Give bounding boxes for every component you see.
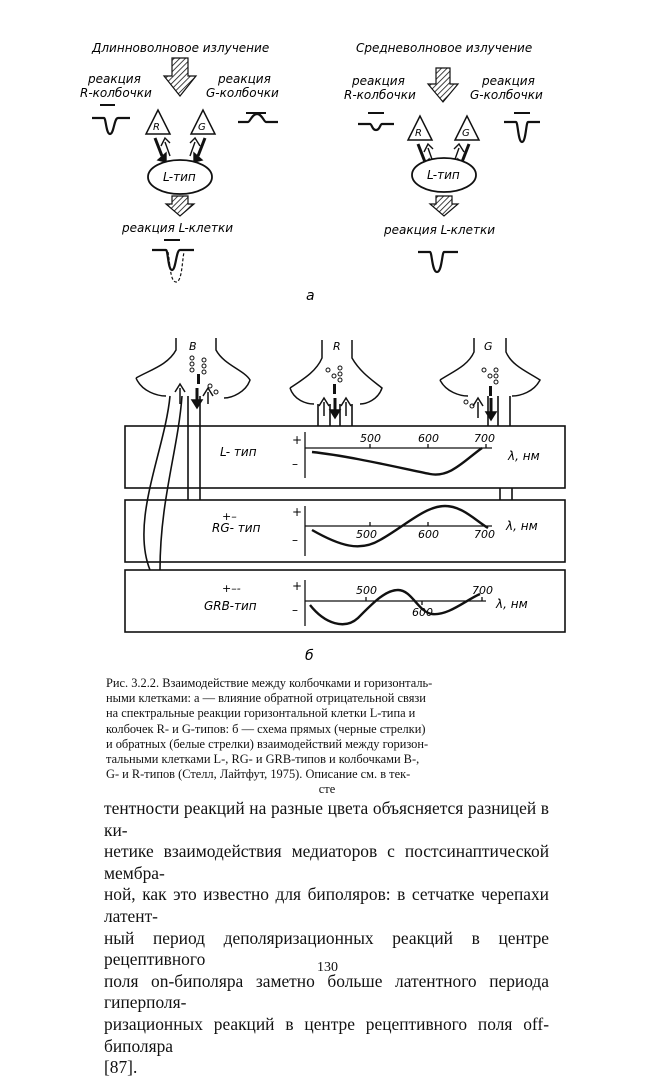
l-cell-response-trace xyxy=(152,250,194,270)
g-cone-label-right: G xyxy=(462,128,470,139)
row-grb-type xyxy=(204,579,528,626)
row-l-tick-700: 700 xyxy=(474,432,495,445)
row-l-type xyxy=(220,432,540,478)
row-rg-axis-label: λ, нм xyxy=(506,519,538,533)
row-l-tick-500: 500 xyxy=(360,432,381,445)
row-l-axis-label: λ, нм xyxy=(508,449,540,463)
reaction-r-label-2: R-колбочки xyxy=(80,86,152,100)
cone-g-label: G xyxy=(484,340,493,353)
row-grb-prefix: +–- xyxy=(222,582,241,595)
row-rg-type-label: RG- тип xyxy=(212,521,261,535)
row-rg-sign-top: + xyxy=(292,505,303,519)
stimulus-arrow-right xyxy=(428,68,458,102)
caption-line: G- и R-типов (Стелл, Лайтфут, 1975). Описание см. в тек- xyxy=(106,767,411,782)
row-l-sign-top: + xyxy=(292,433,303,447)
reaction-r-label-1-right: реакция xyxy=(352,74,405,88)
row-grb-sign-top: + xyxy=(292,579,303,593)
row-l-sign-bottom: – xyxy=(292,457,298,471)
row-l-tick-600: 600 xyxy=(418,432,439,445)
g-cone-response-trace xyxy=(238,114,278,122)
row-rg-prefix: +– xyxy=(222,510,237,523)
panel-a-label: а xyxy=(306,288,315,304)
r-cone-response-trace xyxy=(92,118,130,134)
caption-line: и обратных (белые стрелки) взаимодействий между горизон- xyxy=(106,736,429,751)
panel-b-label: б xyxy=(305,648,314,664)
row-rg-type xyxy=(212,505,538,556)
row-rg-sign-bottom: – xyxy=(292,533,298,547)
g-cone-label: G xyxy=(198,122,206,133)
row-l-curve xyxy=(312,448,482,475)
row-grb-type-label: GRB-тип xyxy=(204,599,257,613)
row-rg-tick-700: 700 xyxy=(474,528,495,541)
panel-a-right xyxy=(344,41,543,272)
output-arrow-left xyxy=(166,196,194,216)
reaction-r-label-2-right: R-колбочки xyxy=(344,88,416,102)
caption-line: ными клетками: а — влияние обратной отрицательной связи xyxy=(106,691,426,706)
dendrite-connections xyxy=(144,396,512,570)
panel-b xyxy=(125,338,565,664)
caption-line: колбочек R- и G-типов: б — схема прямых (черные стрелки) xyxy=(106,721,426,736)
stimulus-arrow-left xyxy=(164,58,196,96)
caption-last-line: сте xyxy=(318,782,336,797)
row-grb-curve xyxy=(310,590,480,624)
reaction-r-label-1: реакция xyxy=(88,72,141,86)
right-title: Средневолновое излучение xyxy=(356,41,533,55)
l-cell-label-right: L-тип xyxy=(427,168,460,182)
r-cone-response-right xyxy=(358,124,394,130)
row-grb-sign-bottom: – xyxy=(292,603,298,617)
row-grb-axis-label: λ, нм xyxy=(496,597,528,611)
row-l-type-label: L- тип xyxy=(220,445,257,459)
l-cell-reaction-label-right: реакция L-клетки xyxy=(384,223,496,237)
body-line: нетике взаимодействия медиаторов с постсинаптической мембра- xyxy=(104,841,549,883)
body-paragraph xyxy=(104,798,549,1079)
row-rg-tick-500: 500 xyxy=(356,528,377,541)
caption-line: Рис. 3.2.2. Взаимодействие между колбочками и горизонталь- xyxy=(106,676,433,690)
l-cell-reaction-label: реакция L-клетки xyxy=(122,221,234,235)
row-rg-tick-600: 600 xyxy=(418,528,439,541)
left-feedback-arrows xyxy=(155,138,205,162)
body-line: ный период деполяризационных реакций в центре рецептивного xyxy=(104,927,549,970)
reaction-g-label-1: реакция xyxy=(218,72,271,86)
caption-line: на спектральные реакции горизонтальной клетки L-типа и xyxy=(106,706,416,721)
page-number: 130 xyxy=(317,960,338,975)
row-grb-tick-600: 600 xyxy=(412,606,433,619)
cone-r-label: R xyxy=(333,340,341,353)
g-cone-response-right xyxy=(504,122,540,142)
caption-line: тальными клетками L-, RG- и GRB-типов и колбочками B-, xyxy=(106,752,420,767)
row-grb-tick-700: 700 xyxy=(472,584,493,597)
reaction-g-label-1-right: реакция xyxy=(482,74,535,88)
cone-b-label: B xyxy=(189,340,197,353)
row-grb-tick-500: 500 xyxy=(356,584,377,597)
body-line: ризационных реакций в центре рецептивного поля off-биполяра xyxy=(104,1013,549,1056)
figure-caption xyxy=(106,676,548,798)
panel-a-left xyxy=(80,41,279,282)
output-arrow-right xyxy=(430,196,458,216)
body-line: тентности реакций на разные цвета объясняется разницей в ки- xyxy=(104,798,549,840)
r-cone-label: R xyxy=(153,122,160,133)
body-line: ной, как это известно для биполяров: в сетчатке черепахи латент- xyxy=(104,884,549,926)
body-line: [87]. xyxy=(104,1057,138,1078)
reaction-g-label-2-right: G-колбочки xyxy=(470,88,543,102)
left-title: Длинноволновое излучение xyxy=(92,41,270,55)
l-cell-label: L-тип xyxy=(163,170,196,184)
synaptic-ribbons xyxy=(197,374,492,396)
l-cell-response-right xyxy=(418,252,458,272)
body-line: поля on-биполяра заметно больше латентного периода гиперполя- xyxy=(104,970,549,1013)
reaction-g-label-2: G-колбочки xyxy=(206,86,279,100)
r-cone-label-right: R xyxy=(415,128,422,139)
